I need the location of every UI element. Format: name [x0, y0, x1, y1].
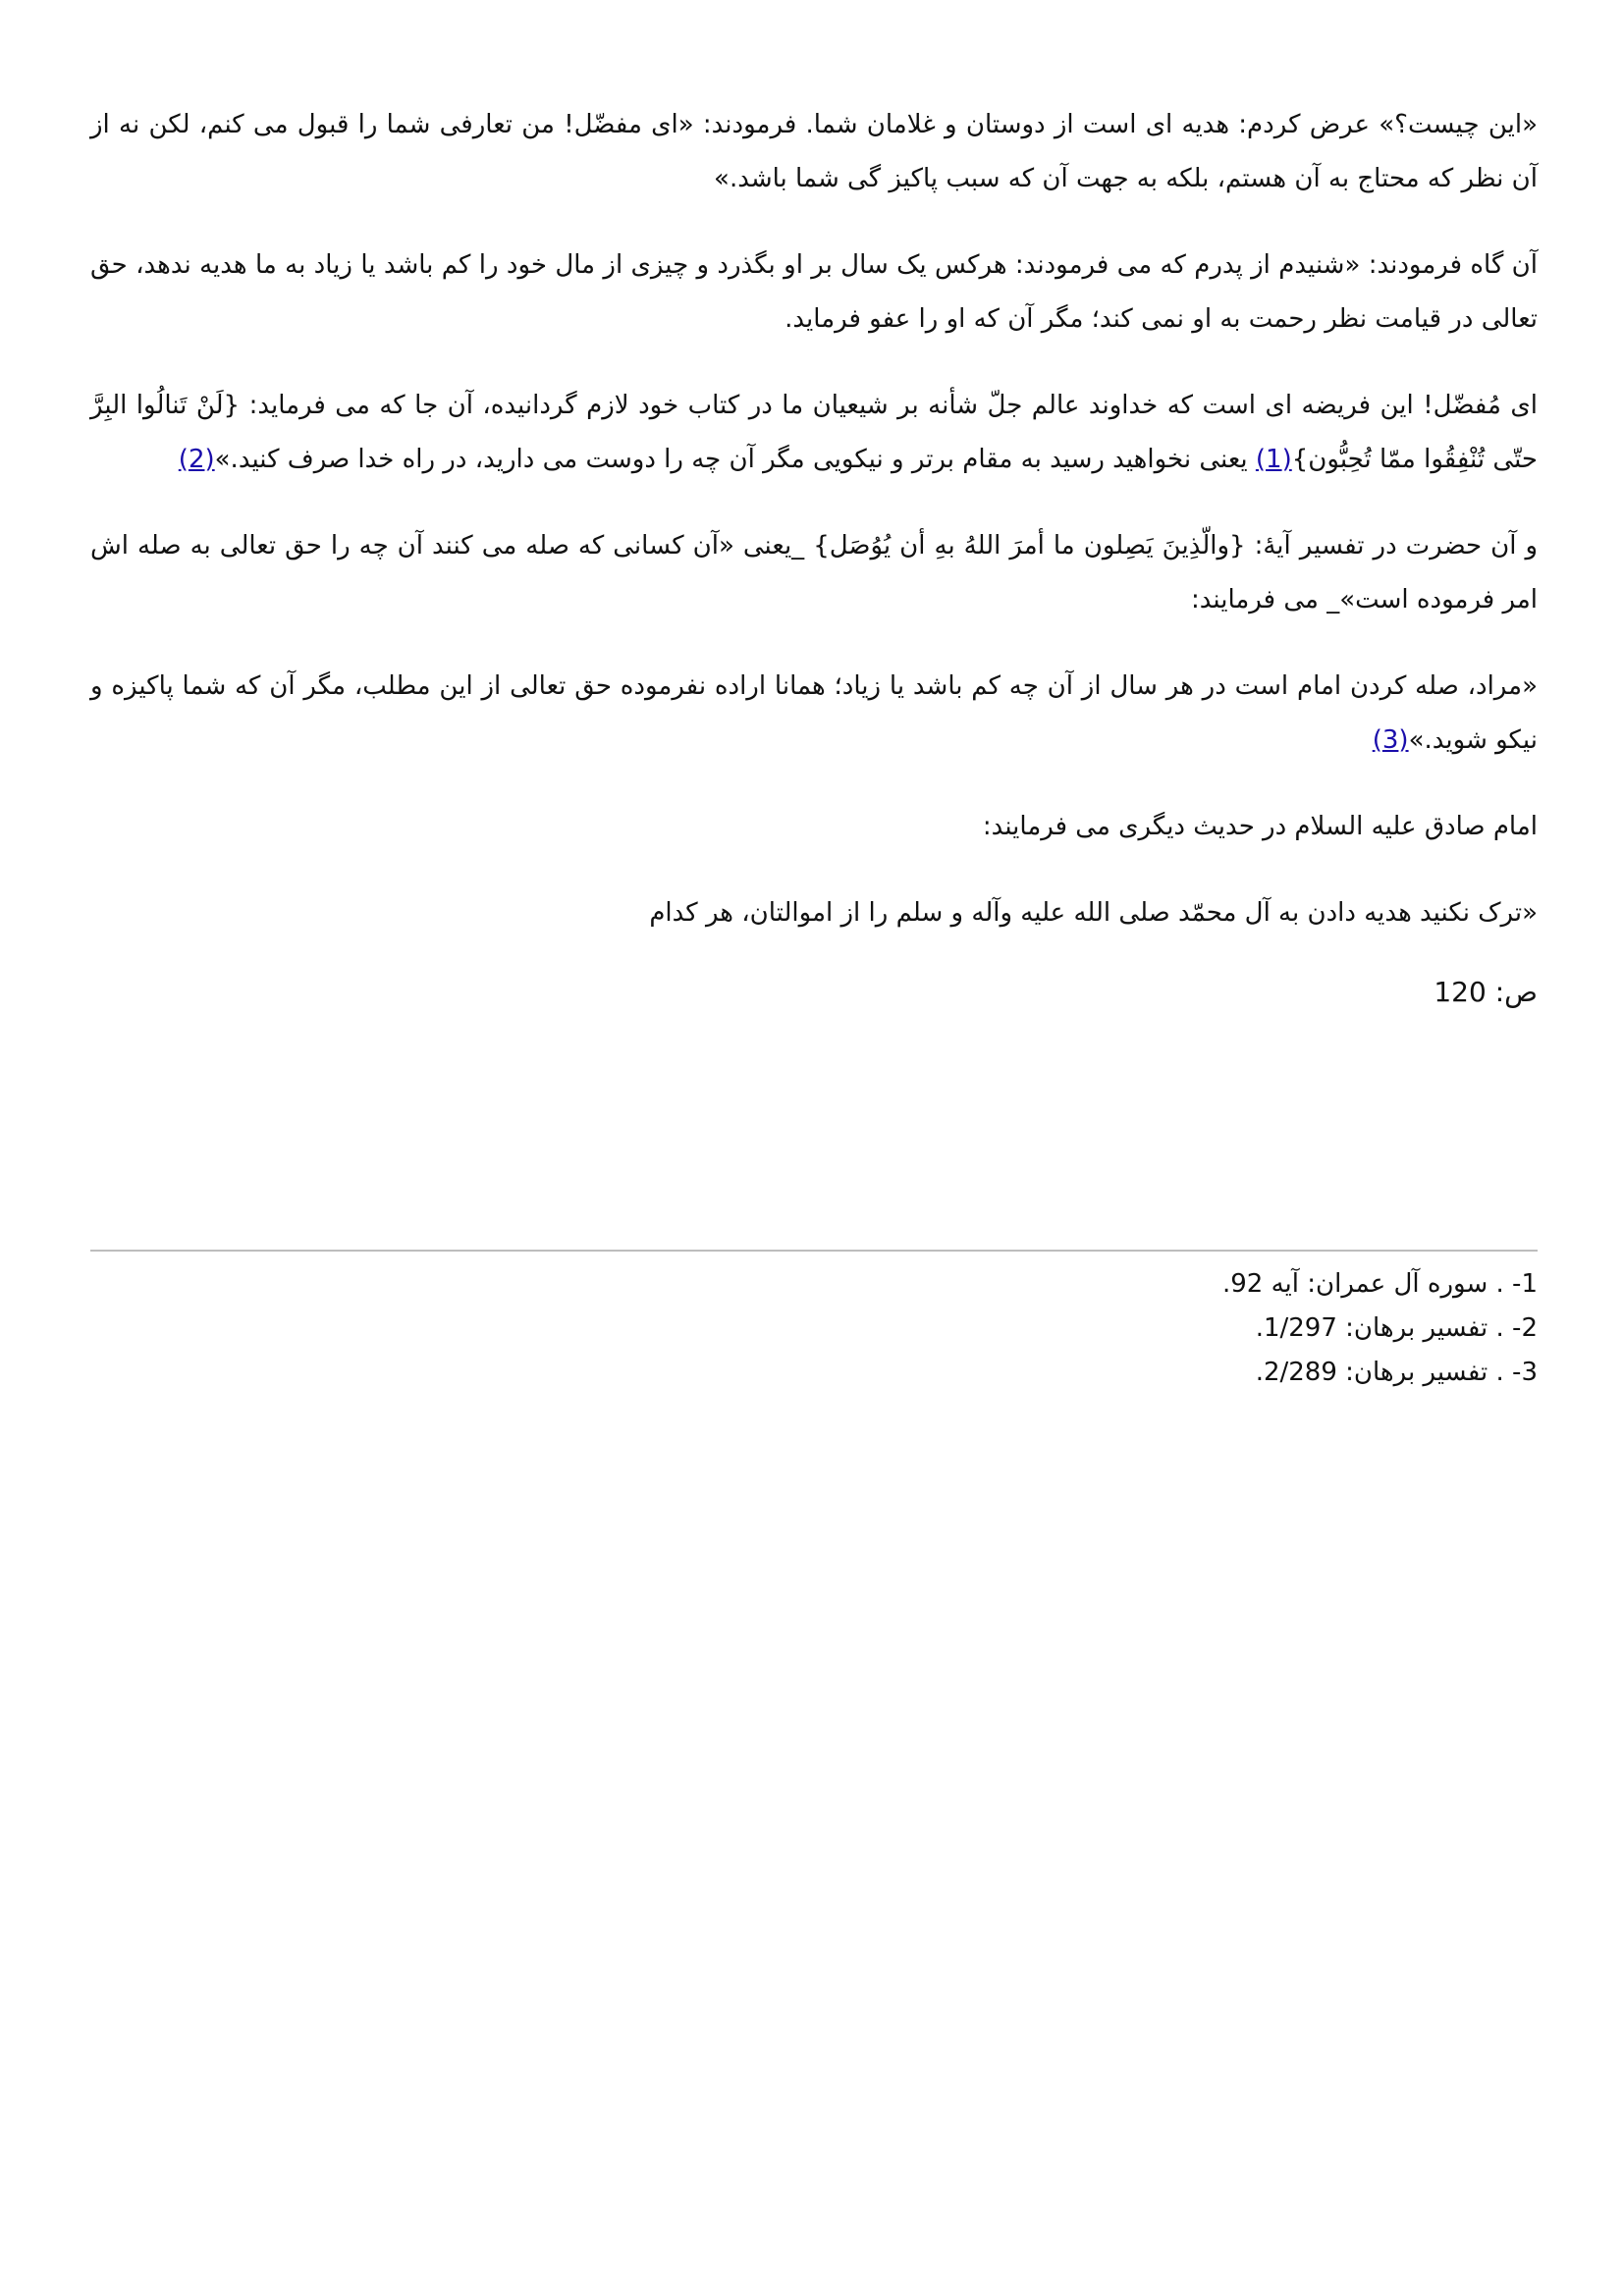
footnote-2: 2- . تفسیر برهان: 1/297. [1255, 1313, 1538, 1343]
footnote-divider [90, 1250, 1538, 1252]
footnote-link-2[interactable]: (2) [178, 445, 215, 474]
paragraph-2: آن گاه فرمودند: «شنیدم از پدرم که می فرمودند: هرکس یک سال بر او بگذرد و چیزی از مال خود را کم باشد یا زیاد به ما هدیه ندهد، حق تعالی در قیامت نظر رحمت به او نمی کند؛ مگر آن که او را عفو فرماید. [90, 250, 1538, 334]
footnotes [90, 1262, 1538, 1395]
paragraph-7: «ترک نکنید هدیه دادن به آل محمّد صلی الله علیه وآله و سلم را از اموالتان، هر کدام [649, 898, 1538, 928]
page-number: ص: 120 [1434, 976, 1538, 1008]
paragraph-5 [90, 660, 1538, 768]
footnote-3: 3- . تفسیر برهان: 2/289. [1255, 1358, 1538, 1387]
paragraph-3-text-b: یعنی نخواهید رسید به مقام برتر و نیکویی مگر آن چه را دوست می دارید، در راه خدا صرف کنید.» [214, 445, 1256, 474]
paragraph-5-text: «مراد، صله کردن امام است در هر سال از آن چه کم باشد یا زیاد؛ همانا اراده نفرموده حق تعالی از این مطلب، مگر آن که شما پاکیزه و نیکو شوید.» [90, 671, 1538, 755]
paragraph-1: «این چیست؟» عرض کردم: هدیه ای است از دوستان و غلامان شما. فرمودند: «ای مفضّل! من تعارفی شما را قبول می کنم، لکن نه از آن نظر که محتاج به آن هستم، بلکه به جهت آن که سبب پاکیز گی شما باشد.» [90, 110, 1538, 193]
paragraph-6: امام صادق علیه السلام در حدیث دیگری می فرمایند: [982, 812, 1538, 841]
paragraph-4: و آن حضرت در تفسیر آیهٔ: {والّذِینَ یَصِلون ما أمرَ اللهُ بهِ أن یُوُصَل} _یعنی «آن کسانی که صله می کنند آن چه را حق تعالی به صله اش امر فرموده است»_ می فرمایند: [90, 531, 1538, 614]
footnote-1: 1- . سوره آل عمران: آیه 92. [1221, 1269, 1538, 1299]
footnote-link-3[interactable]: (3) [1372, 725, 1409, 755]
paragraph-3 [90, 379, 1538, 487]
page-body [90, 98, 1538, 1045]
footnote-link-1[interactable]: (1) [1255, 445, 1292, 474]
paragraph-3-text-a: ای مُفضّل! این فریضه ای است که خداوند عالم جلّ شأنه بر شیعیان ما در کتاب خود لازم گردانیده، آن جا که می فرماید: {لَنْ تَنالُوا البِرَّ حتّی تُنْفِقُوا ممّا تُحِبُّون} [90, 391, 1538, 474]
